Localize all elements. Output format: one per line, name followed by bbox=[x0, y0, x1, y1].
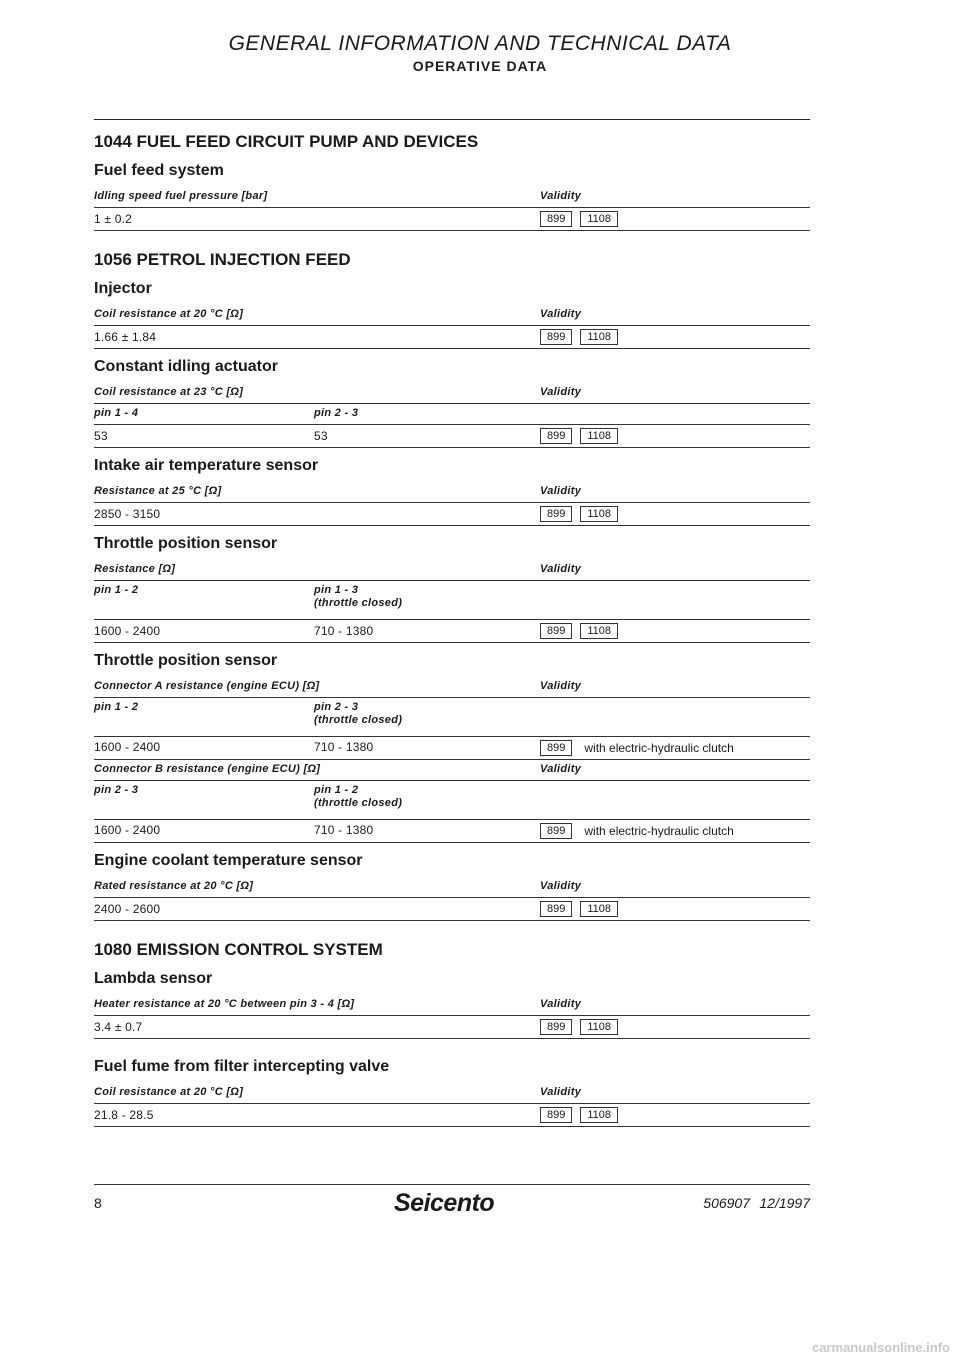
validity-label: Validity bbox=[540, 680, 582, 692]
header-subtitle: OPERATIVE DATA bbox=[412, 58, 548, 74]
badge-899: 899 bbox=[540, 823, 572, 839]
section-title-1044: 1044 FUEL FEED CIRCUIT PUMP AND DEVICES bbox=[94, 132, 479, 151]
pin-row bbox=[94, 404, 810, 425]
validity-badges bbox=[540, 823, 734, 841]
pin-label bbox=[314, 784, 402, 810]
validity-label: Validity bbox=[540, 998, 582, 1010]
subsection-title-throttle-2: Throttle position sensor bbox=[94, 652, 278, 669]
value: 53 bbox=[314, 429, 328, 443]
validity-label: Validity bbox=[540, 563, 582, 575]
pin-label: pin 1 - 2 bbox=[94, 701, 139, 713]
value: 2400 - 2600 bbox=[94, 902, 161, 916]
badge-899: 899 bbox=[540, 329, 572, 345]
pin-condition: (throttle closed) bbox=[314, 797, 403, 809]
pin-row bbox=[94, 781, 810, 820]
subsection-title-lambda: Lambda sensor bbox=[94, 970, 213, 987]
param-label: Connector B resistance (engine ECU) [Ω] bbox=[94, 763, 321, 775]
validity-badges bbox=[540, 506, 626, 524]
watermark: carmanualsonline.info bbox=[812, 1340, 950, 1355]
validity-badges bbox=[540, 740, 734, 758]
param-header-row bbox=[94, 995, 810, 1016]
param-label: Idling speed fuel pressure [bar] bbox=[94, 190, 268, 202]
validity-badges bbox=[540, 623, 626, 641]
validity-label: Validity bbox=[540, 880, 582, 892]
value-row bbox=[94, 898, 810, 921]
badge-899: 899 bbox=[540, 623, 572, 639]
badge-1108: 1108 bbox=[580, 623, 618, 639]
param-label: Coil resistance at 20 °C [Ω] bbox=[94, 1086, 244, 1098]
badge-899: 899 bbox=[540, 740, 572, 756]
badge-1108: 1108 bbox=[580, 901, 618, 917]
pin-label: pin 2 - 3 bbox=[94, 784, 139, 796]
pin-condition: (throttle closed) bbox=[314, 714, 403, 726]
validity-label: Validity bbox=[540, 1086, 582, 1098]
pin-label: pin 1 - 4 bbox=[94, 407, 139, 419]
pin-row bbox=[94, 581, 810, 620]
badge-1108: 1108 bbox=[580, 1019, 618, 1035]
value-row bbox=[94, 326, 810, 349]
pin-row bbox=[94, 698, 810, 737]
subsection-title-intake-air: Intake air temperature sensor bbox=[94, 457, 319, 474]
publication-date: 12/1997 bbox=[759, 1195, 810, 1211]
validity-label: Validity bbox=[540, 485, 582, 497]
pin-label: pin 1 - 2 bbox=[94, 584, 139, 596]
param-header-row bbox=[94, 187, 810, 208]
badge-899: 899 bbox=[540, 1019, 572, 1035]
param-header-row bbox=[94, 560, 810, 581]
document-number: 506907 bbox=[703, 1195, 750, 1211]
param-header-row bbox=[94, 383, 810, 404]
value-row bbox=[94, 503, 810, 526]
badge-1108: 1108 bbox=[580, 506, 618, 522]
subsection-title-throttle-1: Throttle position sensor bbox=[94, 535, 278, 552]
param-label: Coil resistance at 20 °C [Ω] bbox=[94, 308, 244, 320]
param-label: Heater resistance at 20 °C between pin 3 - 4 [Ω] bbox=[94, 998, 355, 1010]
section-title-1080: 1080 EMISSION CONTROL SYSTEM bbox=[94, 940, 383, 959]
value: 21.8 - 28.5 bbox=[94, 1108, 154, 1122]
validity-badges bbox=[540, 211, 626, 229]
top-rule bbox=[94, 119, 810, 120]
validity-note: with electric-hydraulic clutch bbox=[584, 741, 734, 755]
validity-badges bbox=[540, 329, 626, 347]
subsection-title-fuel-feed: Fuel feed system bbox=[94, 162, 224, 179]
page-footer bbox=[94, 1184, 810, 1225]
validity-note: with electric-hydraulic clutch bbox=[584, 824, 734, 838]
subsection-title-injector: Injector bbox=[94, 280, 152, 297]
badge-1108: 1108 bbox=[580, 211, 618, 227]
param-label: Coil resistance at 23 °C [Ω] bbox=[94, 386, 244, 398]
pin-label: pin 2 - 3 bbox=[314, 407, 359, 419]
validity-label: Validity bbox=[540, 308, 582, 320]
badge-1108: 1108 bbox=[580, 428, 618, 444]
validity-label: Validity bbox=[540, 763, 582, 775]
param-header-row bbox=[94, 305, 810, 326]
value: 53 bbox=[94, 429, 108, 443]
param-header-row bbox=[94, 1083, 810, 1104]
value-row bbox=[94, 1104, 810, 1127]
value: 2850 - 3150 bbox=[94, 507, 161, 521]
value: 710 - 1380 bbox=[314, 823, 374, 837]
param-label: Rated resistance at 20 °C [Ω] bbox=[94, 880, 254, 892]
badge-899: 899 bbox=[540, 506, 572, 522]
param-label: Connector A resistance (engine ECU) [Ω] bbox=[94, 680, 320, 692]
value: 1 ± 0.2 bbox=[94, 212, 133, 226]
subsection-title-coolant: Engine coolant temperature sensor bbox=[94, 852, 363, 869]
pin-text: pin 1 - 2 bbox=[314, 784, 359, 796]
param-header-row bbox=[94, 677, 810, 698]
brand-logo: Seicento bbox=[394, 1189, 495, 1217]
value-row bbox=[94, 737, 810, 760]
pin-condition: (throttle closed) bbox=[314, 597, 403, 609]
value-row bbox=[94, 1016, 810, 1039]
badge-899: 899 bbox=[540, 1107, 572, 1123]
value: 710 - 1380 bbox=[314, 624, 374, 638]
badge-899: 899 bbox=[540, 901, 572, 917]
page-number: 8 bbox=[94, 1195, 102, 1211]
value: 1600 - 2400 bbox=[94, 823, 161, 837]
subsection-title-fuel-fume: Fuel fume from filter intercepting valve bbox=[94, 1058, 390, 1075]
param-header-row bbox=[94, 877, 810, 898]
validity-label: Validity bbox=[540, 386, 582, 398]
value-row bbox=[94, 208, 810, 231]
value: 710 - 1380 bbox=[314, 740, 374, 754]
content bbox=[94, 119, 810, 1127]
pin-text: pin 1 - 3 bbox=[314, 584, 359, 596]
section-title-1056: 1056 PETROL INJECTION FEED bbox=[94, 250, 351, 269]
param-label: Resistance at 25 °C [Ω] bbox=[94, 485, 222, 497]
value: 3.4 ± 0.7 bbox=[94, 1020, 143, 1034]
pin-text: pin 2 - 3 bbox=[314, 701, 359, 713]
value: 1600 - 2400 bbox=[94, 740, 161, 754]
value-row bbox=[94, 820, 810, 843]
pin-label bbox=[314, 701, 402, 727]
value: 1.66 ± 1.84 bbox=[94, 330, 157, 344]
value: 1600 - 2400 bbox=[94, 624, 161, 638]
badge-1108: 1108 bbox=[580, 329, 618, 345]
subsection-title-idle-actuator: Constant idling actuator bbox=[94, 358, 278, 375]
validity-badges bbox=[540, 901, 626, 919]
pin-label bbox=[314, 584, 402, 610]
validity-badges bbox=[540, 1107, 626, 1125]
validity-label: Validity bbox=[540, 190, 582, 202]
value-row bbox=[94, 620, 810, 643]
param-header-row bbox=[94, 482, 810, 503]
param-label: Resistance [Ω] bbox=[94, 563, 176, 575]
page-header bbox=[0, 32, 960, 74]
badge-899: 899 bbox=[540, 428, 572, 444]
value-row bbox=[94, 425, 810, 448]
param-header-row bbox=[94, 760, 810, 781]
badge-1108: 1108 bbox=[580, 1107, 618, 1123]
header-title: GENERAL INFORMATION AND TECHNICAL DATA bbox=[228, 32, 732, 55]
badge-899: 899 bbox=[540, 211, 572, 227]
validity-badges bbox=[540, 1019, 626, 1037]
validity-badges bbox=[540, 428, 626, 446]
